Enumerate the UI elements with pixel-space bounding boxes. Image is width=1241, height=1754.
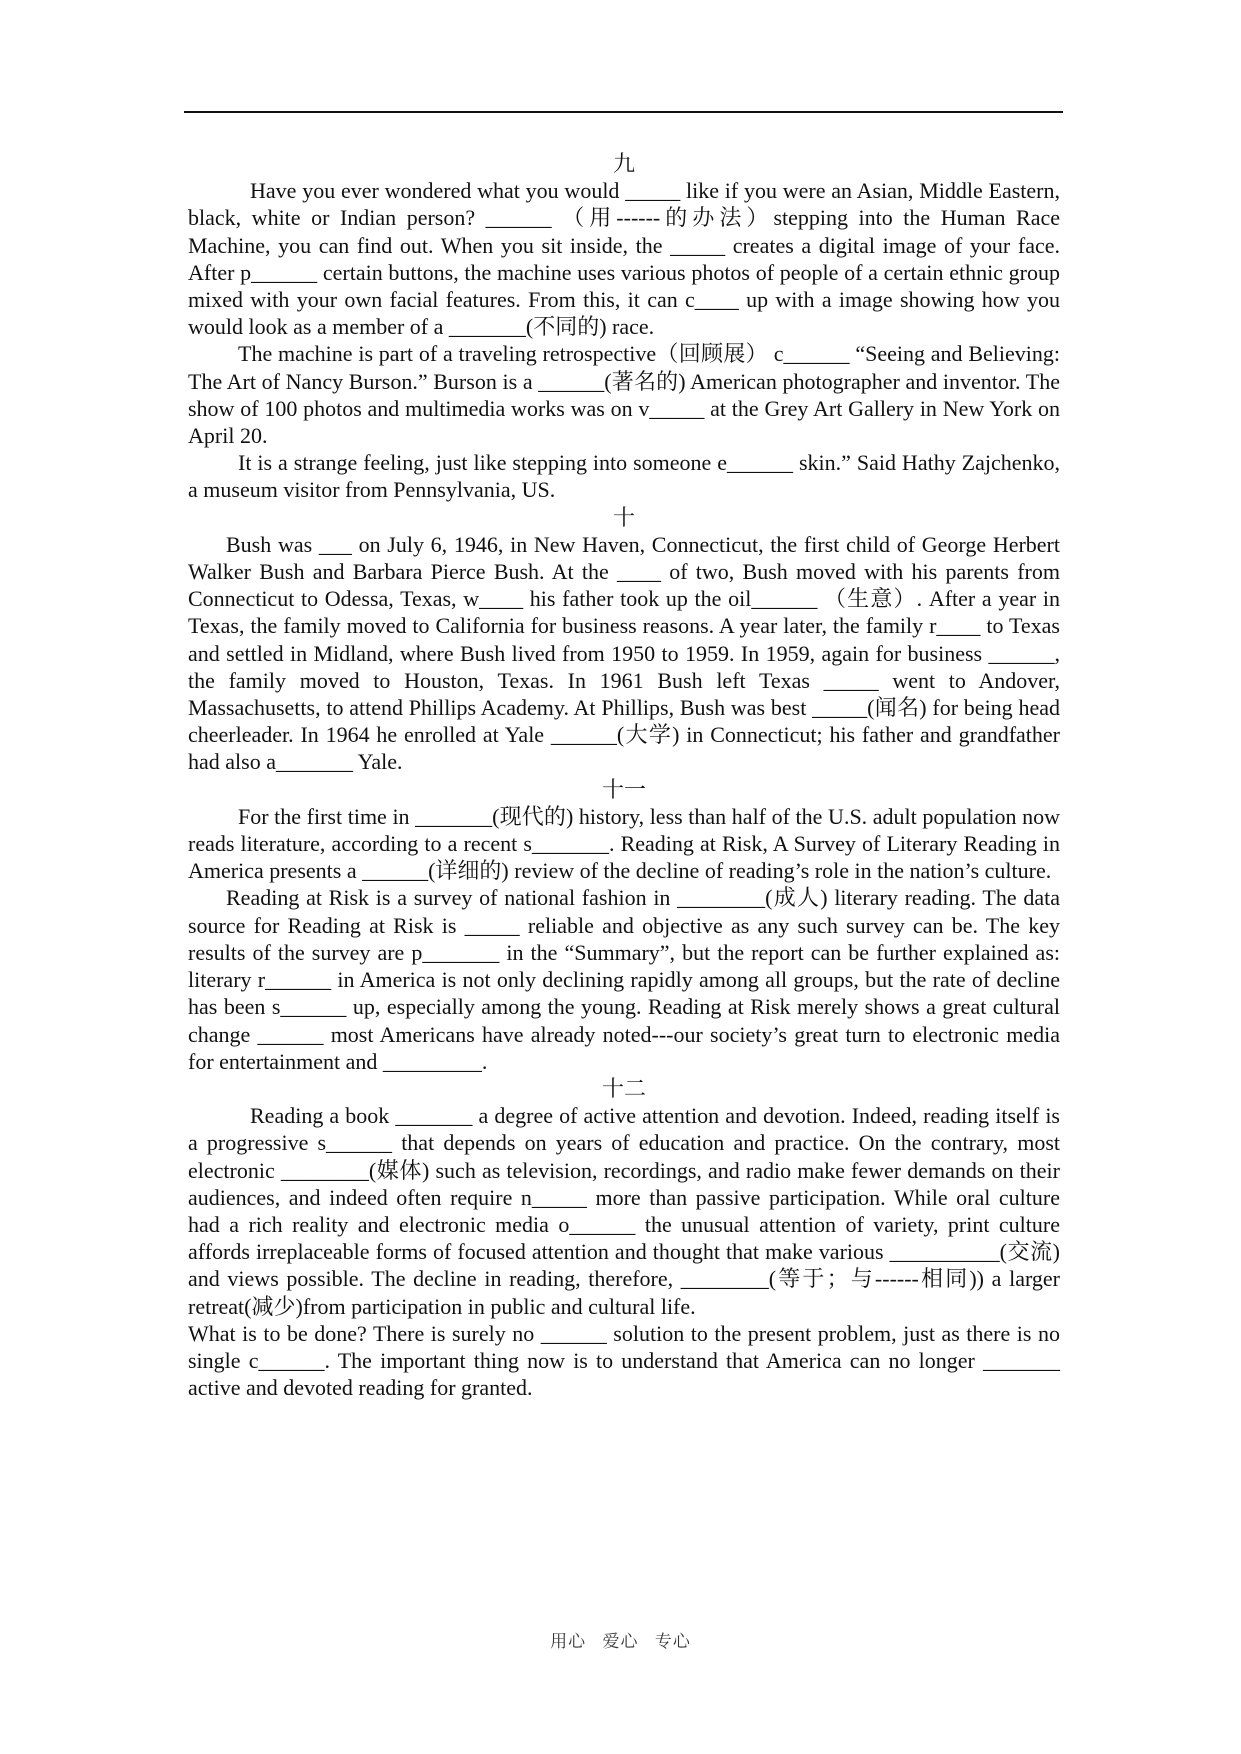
section-10	[188, 504, 1060, 776]
section-title: 十	[612, 504, 635, 530]
page-footer: 用心 爱心 专心	[550, 1632, 691, 1652]
passage-paragraph: Have you ever wondered what you would _____ like if you were an Asian, Middle Eastern, black, white or Indian person? ______ （用------的办法）stepping into the Human Race Machine, you can find out. When you sit inside, the _____ creates a digital image of your face. After p______ certain buttons, the machine uses various photos of people of a certain ethnic group mixed with your own facial features. From this, it can c____ up with a image showing how you would look as a member of a _______(不同的) race.	[188, 178, 1060, 340]
section-title: 九	[612, 151, 635, 176]
passage-paragraph: The machine is part of a traveling retrospective（回顾展） c______ “Seeing and Believing: The Art of Nancy Burson.” Burson is a ______(著名的) American photographer and inventor. The show of 100 photos and multimedia works was on v_____ at the Grey Art Gallery in New York on April 20.	[188, 341, 1060, 449]
passage-paragraph: What is to be done? There is surely no ______ solution to the present problem, just as there is no single c______. The important thing now is to understand that America can no longer _______ active and devoted reading for granted.	[188, 1320, 1060, 1401]
passage-paragraph: For the first time in _______(现代的) history, less than half of the U.S. adult population now reads literature, according to a recent s_______. Reading at Risk, A Survey of Literary Reading in America presents a ______(详细的) review of the decline of reading’s role in the nation’s culture.	[188, 803, 1060, 884]
passage-paragraph: Bush was ___ on July 6, 1946, in New Haven, Connecticut, the first child of George Herbert Walker Bush and Barbara Pierce Bush. At the ____ of two, Bush moved with his parents from Connecticut to Odessa, Texas, w____ his father took up the oil______ （生意）. After a year in Texas, the family moved to California for business reasons. A year later, the family r____ to Texas and settled in Midland, where Bush lived from 1950 to 1959. In 1959, again for business ______, the family moved to Houston, Texas. In 1961 Bush left Texas _____ went to Andover, Massachusetts, to attend Phillips Academy. At Phillips, Bush was best _____(闻名) for being head cheerleader. In 1964 he enrolled at Yale ______(大学) in Connecticut; his father and grandfather had also a_______ Yale.	[188, 531, 1060, 775]
section-11	[188, 776, 1060, 1075]
passage-paragraph: It is a strange feeling, just like stepping into someone e______ skin.” Said Hathy Zajchenko, a museum visitor from Pennsylvania, US.	[188, 450, 1060, 503]
section-title: 十二	[601, 1075, 646, 1101]
header-rule	[184, 111, 1063, 113]
section-12	[188, 1075, 1060, 1401]
worksheet-body	[188, 150, 1060, 1401]
passage-paragraph: Reading a book _______ a degree of active attention and devotion. Indeed, reading itself is a progressive s______ that depends on years of education and practice. On the contrary, most electronic ________(媒体) such as television, recordings, and radio make fewer demands on their audiences, and indeed often require n_____ more than passive participation. While oral culture had a rich reality and electronic media o______ the unusual attention of variety, print culture affords irreplaceable forms of focused attention and thought that make various __________(交流) and views possible. The decline in reading, therefore, ________(等于；与------相同)) a larger retreat(减少)from participation in public and cultural life.	[188, 1103, 1060, 1319]
passage-paragraph: Reading at Risk is a survey of national fashion in ________(成人) literary reading. The data source for Reading at Risk is _____ reliable and objective as any such survey can be. The key results of the survey are p_______ in the “Summary”, but the report can be further explained as: literary r______ in America is not only declining rapidly among all groups, but the rate of decline has been s______ up, especially among the young. Reading at Risk merely shows a great cultural change ______ most Americans have already noted---our society’s great turn to electronic media for entertainment and _________.	[188, 885, 1060, 1074]
section-9	[188, 150, 1060, 504]
section-title: 十一	[601, 776, 646, 802]
